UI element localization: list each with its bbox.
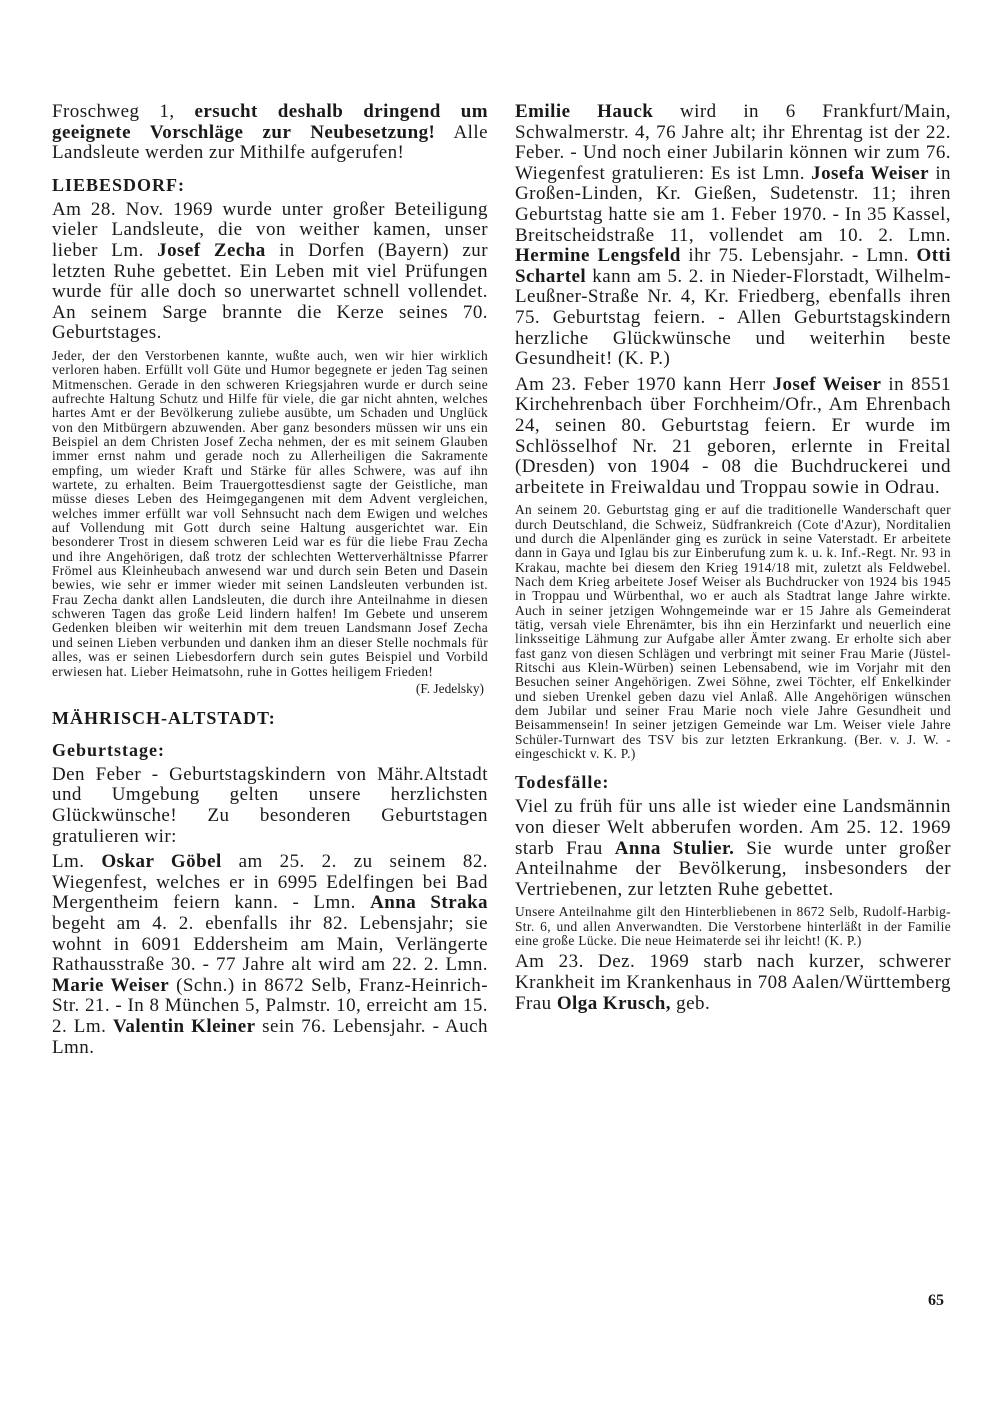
paragraph	[52, 765, 488, 847]
text-run: in Dorfen (Bayern) zur letzten Ruhe gebettet. Ein Leben mit viel Prüfungen wurde für alle doch so unerwartet schnell vollendet. An seinem Sarge brannte die Kerze seines 70. Geburtstages.	[52, 239, 489, 344]
text-run: kann am 5. 2. in Nieder-Florstadt, Wilhelm-Leußner-Straße Nr. 4, Kr. Friedberg, ebenfalls ihren 75. Geburtstag feiern. - Allen Geburtstagskindern herzliche Glückwünsche und weiterhin beste Gesundheit! (K. P.)	[515, 265, 951, 370]
bold-name: Anna Stulier.	[614, 837, 735, 859]
text-run: Jeder, der den Verstorbenen kannte, wußte auch, wen wir hier wirklich verloren haben. Erfüllt voll Güte und Humor begegnete er jeden Tag seinen Mitmenschen. Gerade in den schweren Kriegsjahren wurde er durch seine aufrechte Haltung Schutz und Hilfe für viele, die gar nicht ahnten, welches hartes Amt er der Bevölkerung zuliebe ausübte, um Schaden und Unglück von den Mitbürgern abzuwenden. Aber ganz besonders müssen wir uns ein Beispiel an dem Christen Josef Zecha nehmen, der es mit seinem Glauben immer ernst nahm und gerade noch zu Allerheiligen die Sakramente empfing, um wieder Kraft und Stärke für alles Schwere, was auf ihn wartete, zu erhalten. Beim Trauergottesdienst sagte der Geistliche, man müsse dieses Leben des Heimgegangenen mit dem Advent vergleichen, welches immer erfüllt war voll Sehnsucht nach dem Ewigen und welches auf Vollendung mit Gott durch seine Haltung ausgerichtet war. Ein besonderer Trost in diesem schweren Leid war es für die liebe Frau Zecha und ihre Angehörigen, daß trotz der schlechten Wetterverhältnisse Pfarrer Frömel aus Kleinheubach anwesend war und durch sein Beten und Dasein bewies, wie sehr er immer wieder mit seinen Landsleuten verbunden ist. Frau Zecha dankt allen Landsleuten, die durch ihre Anteilnahme in diesen schweren Tagen das große Leid lindern halfen! Im Gebete und unserem Gedenken bleiben wir weiterhin mit dem treuen Landsmann Josef Zecha und seinen Lieben verbunden und danken ihm an dieser Stelle nochmals für alles, was er seinen Liebesdorfern durch sein gutes Beispiel und Vorbild erwiesen hat. Lieber Heimatsohn, ruhe in Gottes heiligem Frieden!	[52, 347, 488, 679]
text-run: Unsere Anteilnahme gilt den Hinterbliebenen in 8672 Selb, Rudolf-Harbig-Str. 6, und allen Anverwandten. Die Verstorbene hinterläßt in der Familie eine große Lücke. Die neue Heimaterde sei ihr leicht! (K. P.)	[515, 904, 951, 949]
paragraph	[52, 102, 488, 164]
text-run: Den Feber - Geburtstagskindern von Mähr.Altstadt und Umgebung gelten unsere herzlichsten Glückwünsche! Zu besonderen Geburtstagen gratulieren wir:	[52, 763, 488, 847]
paragraph	[52, 200, 488, 344]
paragraph	[515, 952, 951, 1014]
text-run: wird in 6 Frankfurt/Main, Schwalmerstr. 4, 76 Jahre alt; ihr Ehrentag ist der 22. Feber. - Und noch einer Jubilarin können wir zum 76. Wiegenfest gratulieren: Es ist Lmn.	[515, 101, 952, 184]
bold-name: Otti Schartel	[515, 245, 952, 287]
text-run: Am 23. Dez. 1969 starb nach kurzer, schwerer Krankheit im Krankenhaus in 708 Aalen/Württemberg Frau	[515, 951, 951, 1014]
section-heading	[52, 707, 488, 729]
bold-name: Oskar Göbel	[101, 851, 222, 873]
text-run: begeht am 4. 2. ebenfalls ihr 82. Lebensjahr; sie wohnt in 6091 Eddersheim am Main, Verlängerte Rathausstraße 30. - 77 Jahre alt wird am 22. 2. Lmn.	[52, 913, 488, 976]
text-run: in Großen-Linden, Kr. Gießen, Sudetenstr. 11; ihren Geburtstag hatte sie am 1. Feber 1970. - In 35 Kassel, Breitscheidstraße 11, vollendet am 10. 2. Lmn.	[515, 162, 951, 246]
text-run: geb.	[670, 992, 711, 1014]
text-run: Am 28. Nov. 1969 wurde unter großer Beteiligung vieler Landsleute, die von weither kamen, unser lieber Lm.	[52, 198, 488, 261]
small-print-paragraph	[515, 503, 951, 761]
page-number: 65	[928, 1292, 944, 1309]
bold-name: ersucht deshalb dringend um geeignete Vorschläge zur Neubesetzung!	[52, 101, 488, 143]
left-column	[52, 102, 488, 1063]
bold-name: Josefa Weiser	[811, 162, 930, 184]
text-run: Geburtstage:	[52, 739, 165, 760]
text-run: An seinem 20. Geburtstag ging er auf die traditionelle Wanderschaft quer durch Deutschland, die Schweiz, Südfrankreich (Cote d'Azur), Norditalien und durch die Alpenländer ging es zurück in seine Vaterstadt. Er arbeitete dann in Gaya und Iglau bis zur Einberufung zum k. u. k. Inf.-Regt. Nr. 93 in Krakau, machte bei diesem den Krieg 1914/18 mit, zuletzt als Feldwebel. Nach dem Krieg arbeitete Josef Weiser als Buchdrucker von 1924 bis 1945 in Troppau und Würbenthal, wo er auch als Stadtrat lange Jahre wirkte. Auch in seiner jetzigen Wohngemeinde war er 15 Jahre als Gemeinderat tätig, versah viele Ehrenämter, bis ihn ein Herzinfarkt und neuerlich eine linksseitige Lähmung zur Aufgabe aller Ämter zwang. Er erholte sich aber fast ganz von diesen Schlägen und verbringt mit seiner Frau Marie (Jüstel-Ritschi aus Klein-Würben) seinen Lebensabend, wie im Vorjahr mit den Besuchen seiner Angehörigen. Zwei Söhne, zwei Töchter, elf Enkelkinder und sieben Urenkel geben dazu viel Anlaß. Alle Angehörigen wünschen dem Jubilar und seiner Frau Marie noch viele Jahre Gesundheit und Beisammensein! In seiner jetzigen Gemeinde war Lm. Weiser viele Jahre Schüler-Turnwart des TSV bis zur letzten Erkrankung. (Ber. v. J. W. - eingeschickt v. K. P.)	[515, 502, 951, 762]
text-run: LIEBESDORF:	[52, 174, 186, 195]
bold-name: Valentin Kleiner	[112, 1015, 256, 1037]
paragraph	[515, 375, 951, 499]
text-run: Viel zu früh für uns alle ist wieder eine Landsmännin von dieser Welt abberufen worden. Am 25. 12. 1969 starb Frau	[515, 796, 951, 859]
text-run: in 8551 Kirchehrenbach über Forchheim/Ofr., Am Ehrenbach 24, seinen 80. Geburtstag feiern. Er wurde im Schlösselhof Nr. 21 geboren, erlernte in Freital (Dresden) von 1904 - 08 die Buchdruckerei und arbeitete in Freiwaldau und Troppau sowie in Odrau.	[515, 373, 951, 498]
text-run: Alle Landsleute werden zur Mithilfe aufgerufen!	[52, 121, 488, 164]
section-heading	[52, 739, 488, 761]
text-run: ihr 75. Lebensjahr. - Lmn.	[680, 245, 917, 267]
bold-name: Olga Krusch,	[556, 992, 671, 1014]
text-run: Lm.	[52, 851, 102, 873]
bold-name: Hermine Lengsfeld	[515, 245, 681, 267]
small-print-paragraph	[52, 349, 488, 679]
bold-name: Anna Straka	[370, 892, 489, 914]
text-run: (Schn.) in 8672 Selb, Franz-Heinrich-Str. 21. - In 8 München 5, Palmstr. 10, erreicht am 15. 2. Lm.	[52, 974, 489, 1037]
text-run: Todesfälle:	[515, 772, 610, 793]
text-run: am 25. 2. zu seinem 82. Wiegenfest, welches er in 6995 Edelfingen bei Bad Mergentheim feiern kann. - Lmn.	[52, 851, 489, 914]
text-run: (F. Jedelsky)	[415, 680, 484, 696]
author-signature	[52, 681, 484, 697]
text-run: sein 76. Lebensjahr. - Auch Lmn.	[52, 1015, 488, 1058]
paragraph	[515, 102, 951, 370]
section-heading	[515, 771, 951, 793]
text-run: Am 23. Feber 1970 kann Herr	[515, 373, 773, 395]
bold-name: Emilie Hauck	[515, 101, 654, 122]
bold-name: Josef Weiser	[772, 373, 882, 395]
text-run: Sie wurde unter großer Anteilnahme der Bevölkerung, insbesonders der Vertriebenen, zur letzten Ruhe gebettet.	[515, 837, 951, 900]
bold-name: Marie Weiser	[52, 974, 170, 996]
section-heading	[52, 174, 488, 196]
bold-name: Josef Zecha	[157, 239, 266, 261]
paragraph	[515, 797, 951, 900]
text-run: Froschweg 1,	[52, 101, 195, 122]
small-print-paragraph	[515, 905, 951, 948]
paragraph	[52, 852, 488, 1058]
right-column	[515, 102, 951, 1019]
text-run: MÄHRISCH-ALTSTADT:	[52, 707, 276, 728]
